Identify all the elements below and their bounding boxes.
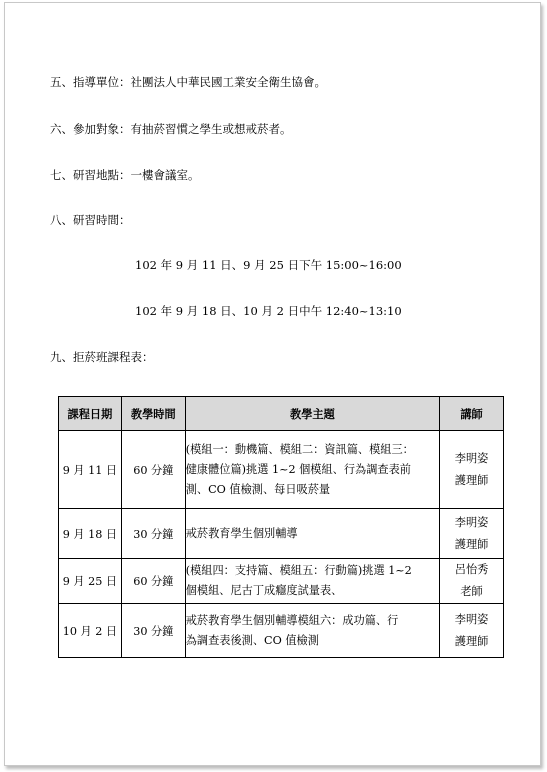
topic-line: 戒菸教育學生個別輔導模組六：成功篇、行 bbox=[185, 613, 399, 627]
cell-duration: 60 分鐘 bbox=[121, 559, 185, 604]
item-participants: 六、參加對象：有抽菸習慣之學生或想戒菸者。 bbox=[50, 122, 292, 136]
instructor-name: 李明姿 bbox=[454, 515, 489, 529]
instructor-name: 李明姿 bbox=[454, 451, 489, 465]
item-schedule-heading: 九、拒菸班課程表： bbox=[50, 350, 154, 364]
topic-line: 健康體位篇)挑選 1~2 個模組、行為調查表前 bbox=[185, 462, 411, 476]
table-row bbox=[59, 559, 504, 604]
cell-date: 10 月 2 日 bbox=[59, 604, 122, 658]
cell-instructor bbox=[440, 604, 504, 658]
topic-line: (模組一：動機篇、模組二：資訊篇、模組三： bbox=[185, 442, 414, 456]
instructor-title: 護理師 bbox=[454, 473, 489, 487]
instructor-title: 老師 bbox=[460, 585, 483, 598]
cell-duration: 30 分鐘 bbox=[121, 604, 185, 658]
cell-topic bbox=[185, 431, 439, 509]
time-slot-1: 102 年 9 月 11 日、9 月 25 日下午 15:00~16:00 bbox=[135, 258, 402, 272]
topic-line: 戒菸教育學生個別輔導 bbox=[185, 526, 298, 540]
header-course-date: 課程日期 bbox=[59, 397, 122, 431]
cell-date: 9 月 11 日 bbox=[59, 431, 122, 509]
cell-instructor bbox=[440, 559, 504, 604]
item-time-heading: 八、研習時間： bbox=[50, 213, 131, 227]
table-row bbox=[59, 509, 504, 559]
cell-instructor bbox=[440, 431, 504, 509]
instructor-name: 呂怡秀 bbox=[454, 563, 489, 576]
cell-duration: 30 分鐘 bbox=[121, 509, 185, 559]
item-guidance-unit: 五、指導單位：社團法人中華民國工業安全衛生協會。 bbox=[50, 75, 326, 89]
table-row bbox=[59, 604, 504, 658]
item-location: 七、研習地點：一樓會議室。 bbox=[50, 168, 200, 182]
header-teaching-time: 教學時間 bbox=[121, 397, 185, 431]
cell-instructor bbox=[440, 509, 504, 559]
cell-date: 9 月 18 日 bbox=[59, 509, 122, 559]
time-slot-2: 102 年 9 月 18 日、10 月 2 日中午 12:40~13:10 bbox=[135, 304, 402, 318]
instructor-title: 護理師 bbox=[454, 537, 489, 551]
instructor-title: 護理師 bbox=[454, 634, 489, 648]
cell-topic bbox=[185, 509, 439, 559]
topic-line: (模組四：支持篇、模組五：行動篇)挑選 1~2 bbox=[185, 564, 412, 577]
course-schedule-table bbox=[58, 396, 504, 658]
cell-topic bbox=[185, 604, 439, 658]
cell-date: 9 月 25 日 bbox=[59, 559, 122, 604]
cell-topic bbox=[185, 559, 439, 604]
topic-line: 個模組、尼古丁成癮度試量表、 bbox=[185, 584, 343, 597]
topic-line: 為調查表後測、CO 值檢測 bbox=[185, 633, 319, 647]
instructor-name: 李明姿 bbox=[454, 612, 489, 626]
topic-line: 測、CO 值檢測、每日吸菸量 bbox=[185, 482, 331, 496]
table-header-row bbox=[59, 397, 504, 431]
header-instructor: 講師 bbox=[440, 397, 504, 431]
header-teaching-topic: 教學主題 bbox=[185, 397, 439, 431]
table-row bbox=[59, 431, 504, 509]
cell-duration: 60 分鐘 bbox=[121, 431, 185, 509]
